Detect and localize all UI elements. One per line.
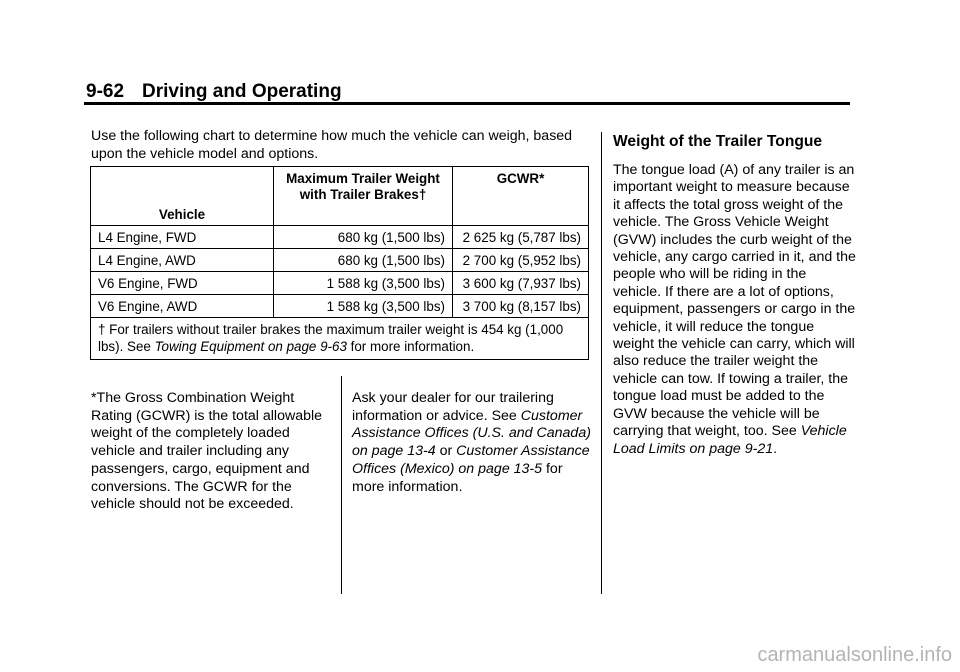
column-divider-1 (341, 376, 342, 594)
table-note-row (91, 318, 589, 360)
gcwr-footnote-paragraph: *The Gross Combination Weight Rating (GCWR) is the total allowable weight of the completely loaded vehicle and trailer including any passengers, cargo, equipment and conversions. The GCWR for the vehicle should not be exceeded. (91, 390, 323, 513)
table-cell-max-weight: 680 kg (1,500 lbs) (274, 226, 453, 249)
table-cell-vehicle: L4 Engine, AWD (91, 249, 274, 272)
footnote-end: for more information. (346, 339, 475, 354)
trailer-weight-table (90, 166, 589, 360)
customer-assistance-mexico-link[interactable]: Customer Assistance Offices (Mexico) on page 13-5 (352, 443, 590, 477)
table-cell-gcwr: 2 625 kg (5,787 lbs) (453, 226, 589, 249)
page-number: 9-62 (86, 81, 125, 102)
table-cell-vehicle: V6 Engine, FWD (91, 272, 274, 295)
intro-paragraph: Use the following chart to determine how much the vehicle can weigh, based upon the vehicle model and options. (91, 128, 573, 162)
table-cell-gcwr: 2 700 kg (5,952 lbs) (453, 249, 589, 272)
table-cell-max-weight: 680 kg (1,500 lbs) (274, 249, 453, 272)
customer-assistance-us-canada-link[interactable]: Customer Assistance Offices (U.S. and Canada) on page 13-4 (352, 407, 591, 460)
page-header (86, 81, 342, 103)
column-header-gcwr: GCWR* (453, 167, 589, 226)
table-header-row (91, 167, 589, 226)
vehicle-load-limits-link[interactable]: Vehicle Load Limits on page 9-21 (613, 423, 847, 457)
table-row (91, 249, 589, 272)
dealer-info-paragraph: Ask your dealer for our trailering information or advice. See Customer Assistance Offices (U.S. and Canada) on page 13-4 or Customer Assistance Offices (Mexico) on page 13-5 for more information. (352, 390, 591, 495)
table-row (91, 226, 589, 249)
table-row (91, 272, 589, 295)
section-title: Driving and Operating (142, 81, 342, 102)
table-cell-max-weight: 1 588 kg (3,500 lbs) (274, 272, 453, 295)
column-header-vehicle: Vehicle (91, 167, 274, 226)
table-footnote (91, 318, 589, 360)
section-heading: Weight of the Trailer Tongue (613, 133, 823, 150)
tongue-weight-paragraph: The tongue load (A) of any trailer is an important weight to measure because it affects the total gross weight of the vehicle. The Gross Vehicle Weight (GVW) includes the curb weight of the vehicle, any cargo carried in it, and the people who will be riding in the vehicle. If there are a lot of options, equipment, passengers or cargo in the vehicle, it will reduce the tongue weight the vehicle can carry, which will also reduce the trailer weight the vehicle can tow. If towing a trailer, the tongue load must be added to the GVW because the vehicle will be carrying that weight, too. See Vehicle Load Limits on page 9-21. (613, 162, 856, 457)
table-cell-vehicle: V6 Engine, AWD (91, 295, 274, 318)
table-cell-gcwr: 3 700 kg (8,157 lbs) (453, 295, 589, 318)
table-cell-max-weight: 1 588 kg (3,500 lbs) (274, 295, 453, 318)
column-header-max-trailer-weight: Maximum Trailer Weight with Trailer Brakes† (274, 167, 453, 226)
table-cell-vehicle: L4 Engine, FWD (91, 226, 274, 249)
footnote-text: † For trailers without trailer brakes the maximum trailer weight is 454 kg (1,000 lbs). See (98, 322, 564, 354)
column-divider-2 (601, 132, 602, 594)
towing-equipment-link[interactable]: Towing Equipment on page 9-63 (154, 339, 347, 354)
table-row (91, 295, 589, 318)
trailer-tongue-section (613, 133, 858, 458)
watermark: carmanualsonline.info (757, 644, 952, 666)
table-cell-gcwr: 3 600 kg (7,937 lbs) (453, 272, 589, 295)
header-rule (84, 102, 850, 105)
